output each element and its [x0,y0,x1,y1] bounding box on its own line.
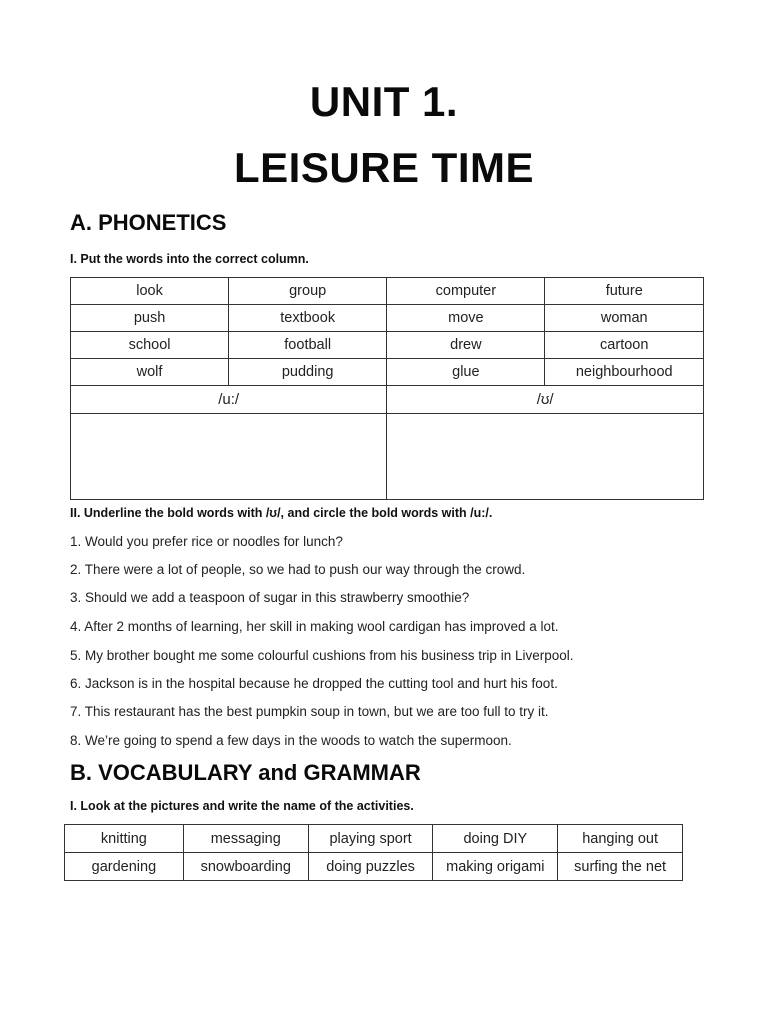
word-cell: school [71,332,229,359]
sentence-item: 5. My brother bought me some colourful cushions from his business trip in Liverpool. [70,648,574,663]
exercise-b1-instruction: I. Look at the pictures and write the name of the activities. [70,799,414,813]
word-cell: move [387,305,545,332]
answer-cell-long-u[interactable] [71,414,387,500]
activity-cell: messaging [183,825,308,853]
sentence-item: 3. Should we add a teaspoon of sugar in this strawberry smoothie? [70,590,470,605]
word-cell: computer [387,278,545,305]
exercise-a1-instruction: I. Put the words into the correct column. [70,252,309,266]
sentence-item: 6. Jackson is in the hospital because he dropped the cutting tool and hurt his foot. [70,676,558,691]
activities-table [64,824,683,881]
table-row [71,278,704,305]
word-cell: woman [545,305,704,332]
activity-cell: snowboarding [183,853,308,881]
word-cell: glue [387,359,545,386]
table-row [71,359,704,386]
word-cell: look [71,278,229,305]
word-cell: wolf [71,359,229,386]
activity-cell: knitting [65,825,184,853]
table-row [65,825,683,853]
answer-row [71,414,704,500]
column-header-long-u: /u:/ [71,386,387,414]
word-cell: group [229,278,387,305]
table-row [71,332,704,359]
section-b-heading: B. VOCABULARY and GRAMMAR [70,760,421,785]
sentence-item: 4. After 2 months of learning, her skill in making wool cardigan has improved a lot. [70,619,559,634]
activity-cell: doing DIY [433,825,558,853]
exercise-a2-instruction: II. Underline the bold words with /ʊ/, and circle the bold words with /u:/. [70,506,493,520]
word-cell: future [545,278,704,305]
activity-cell: doing puzzles [308,853,433,881]
sentence-item: 1. Would you prefer rice or noodles for lunch? [70,534,343,549]
word-cell: pudding [229,359,387,386]
unit-subtitle: LEISURE TIME [233,144,535,191]
column-header-short-u: /ʊ/ [387,386,704,414]
table-header-row [71,386,704,414]
section-a-heading: A. PHONETICS [70,210,227,235]
activity-cell: playing sport [308,825,433,853]
sentence-item: 8. We’re going to spend a few days in the woods to watch the supermoon. [70,733,512,748]
activity-cell: surfing the net [558,853,683,881]
activity-cell: making origami [433,853,558,881]
activity-cell: hanging out [558,825,683,853]
sentence-item: 7. This restaurant has the best pumpkin soup in town, but we are too full to try it. [70,704,549,719]
word-cell: football [229,332,387,359]
phonetics-word-table [70,277,704,500]
unit-title: UNIT 1. [309,78,459,125]
table-row [71,305,704,332]
word-cell: cartoon [545,332,704,359]
activity-cell: gardening [65,853,184,881]
word-cell: push [71,305,229,332]
word-cell: neighbourhood [545,359,704,386]
word-cell: drew [387,332,545,359]
sentence-item: 2. There were a lot of people, so we had to push our way through the crowd. [70,562,526,577]
table-row [65,853,683,881]
answer-cell-short-u[interactable] [387,414,704,500]
word-cell: textbook [229,305,387,332]
